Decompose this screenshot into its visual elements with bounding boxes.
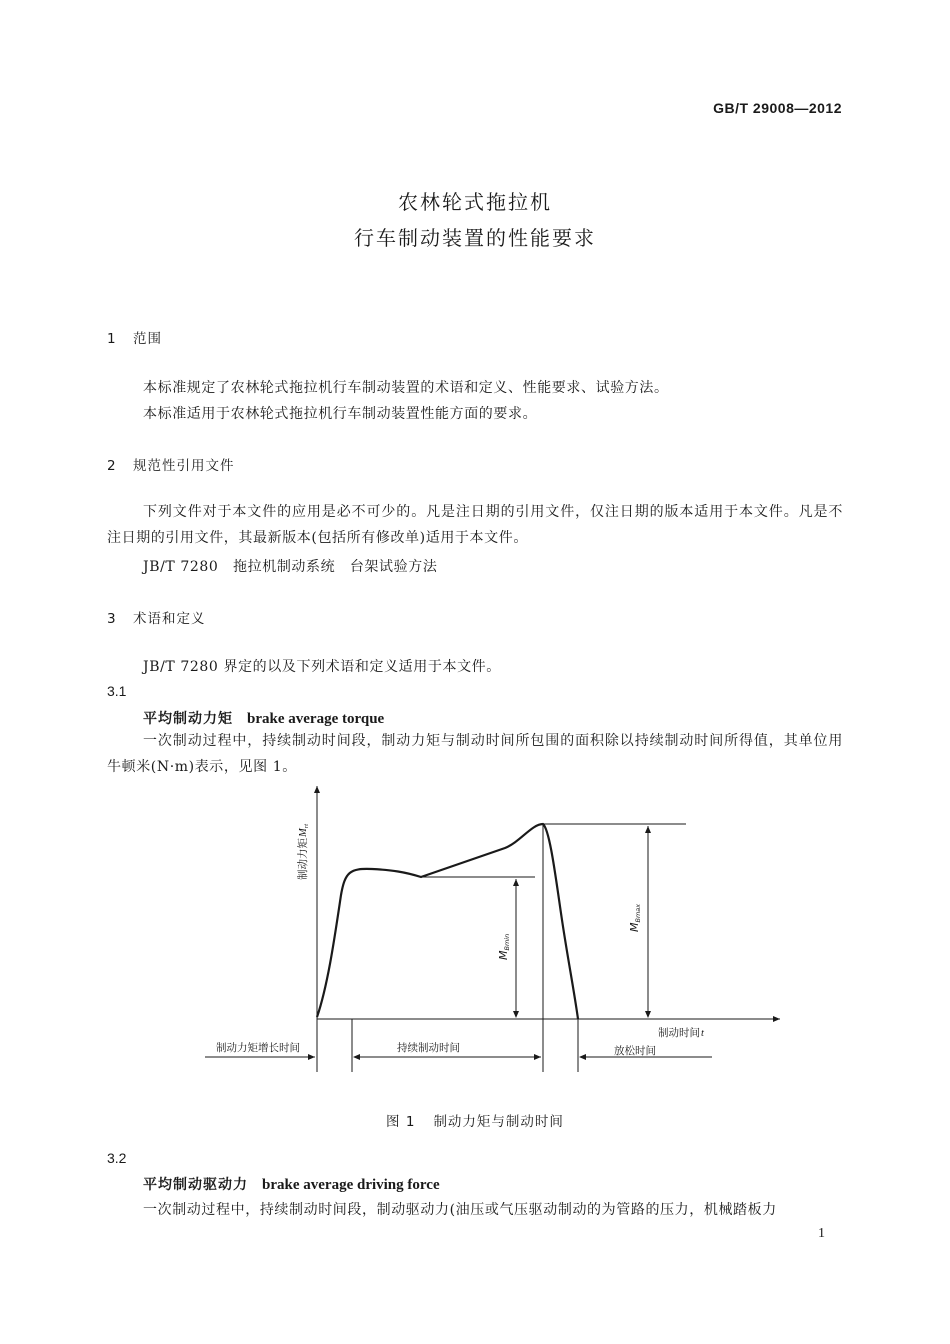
page-number: 1 [818, 1226, 825, 1241]
section-1-paragraph-2: 本标准适用于农林轮式拖拉机行车制动装置性能方面的要求。 [143, 406, 538, 422]
term-3-1-definition: 一次制动过程中，持续制动时间段，制动力矩与制动时间所包围的面积除以持续制动时间所得值，其单位用牛顿米(N·m)表示，见图 1。 [107, 733, 843, 775]
interval-2-label: 持续制动时间 [397, 1042, 460, 1054]
term-3-2-title [143, 1174, 440, 1194]
mbmax-label: MBmax [628, 903, 642, 932]
section-2-paragraph-1: 下列文件对于本文件的应用是必不可少的。凡是注日期的引用文件，仅注日期的版本适用于本文件。凡是不注日期的引用文件，其最新版本(包括所有修改单)适用于本文件。 [107, 504, 843, 546]
term-chinese: 平均制动力矩 [143, 711, 233, 727]
term-english: brake average torque [247, 711, 385, 727]
caption-number: 图 1 [386, 1114, 416, 1130]
section-title: 规范性引用文件 [133, 458, 235, 474]
document-title-line2: 行车制动装置的性能要求 [354, 226, 596, 250]
mbmin-label: MBmin [497, 933, 511, 960]
torque-curve [317, 824, 578, 1019]
section-number: 3 [107, 611, 117, 627]
section-number: 2 [107, 458, 117, 474]
section-3-intro: JB/T 7280 界定的以及下列术语和定义适用于本文件。 [143, 659, 501, 675]
section-title: 术语和定义 [133, 611, 206, 627]
caption-text: 制动力矩与制动时间 [433, 1114, 564, 1130]
x-axis-label: 制动时间t [658, 1027, 704, 1039]
term-3-1-number: 3.1 [107, 683, 127, 699]
section-1-paragraph-1: 本标准规定了农林轮式拖拉机行车制动装置的术语和定义、性能要求、试验方法。 [143, 380, 669, 396]
figure-1-caption [0, 1110, 950, 1130]
normative-reference: JB/T 7280 拖拉机制动系统 台架试验方法 [143, 559, 438, 575]
standard-number: GB/T 29008—2012 [713, 100, 842, 116]
term-3-2-definition: 一次制动过程中，持续制动时间段，制动驱动力(油压或气压驱动制动的为管路的压力，机械踏板力 [143, 1202, 777, 1218]
interval-3-label: 放松时间 [614, 1045, 656, 1057]
document-title-line1: 农林轮式拖拉机 [398, 190, 552, 214]
term-english: brake average driving force [262, 1177, 440, 1193]
y-axis-label: 制动力矩Mrt [297, 823, 310, 880]
term-3-2-number: 3.2 [107, 1150, 127, 1166]
section-title: 范围 [133, 331, 162, 347]
interval-1-label: 制动力矩增长时间 [216, 1042, 300, 1054]
section-number: 1 [107, 331, 117, 347]
term-chinese: 平均制动驱动力 [143, 1177, 248, 1193]
